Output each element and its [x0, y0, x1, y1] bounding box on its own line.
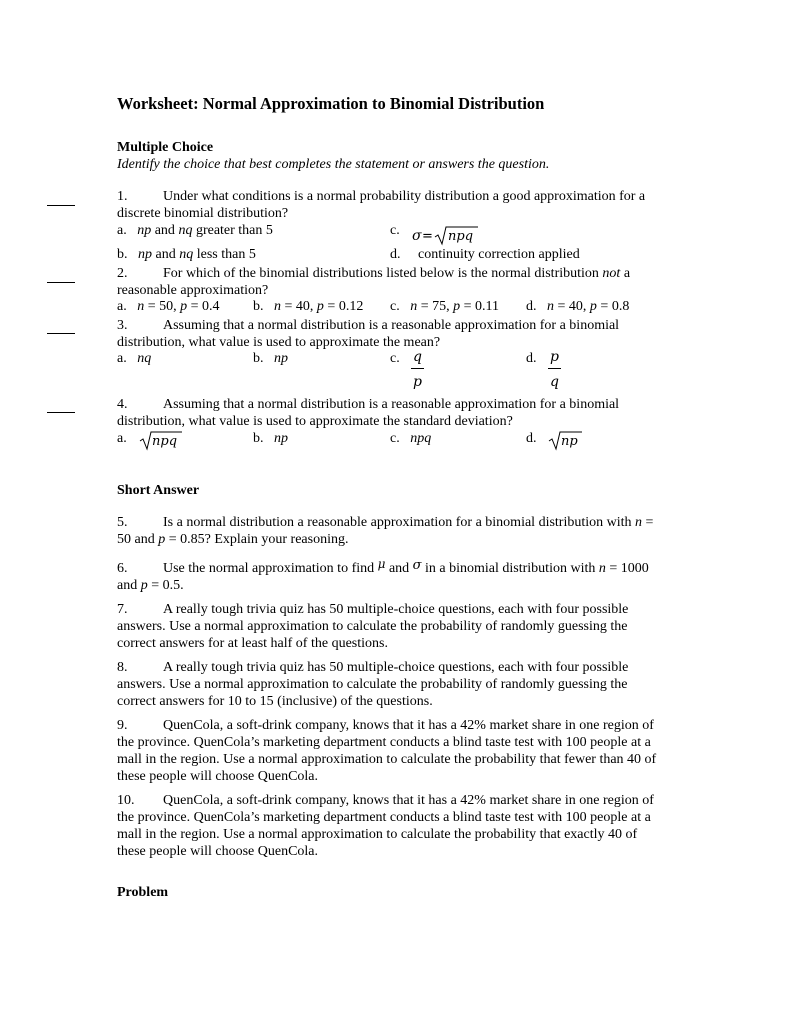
question-text: QuenCola, a soft-drink company, knows that it has a 42% market share in one region of the province. QuenCola’s marketing department conducts a blind taste test with 100 people at a mall in the region. Use a normal approximation to calculate the probability that fewer than 40 of these people will choose QuenCola. — [117, 718, 657, 784]
option-letter: d. — [526, 299, 537, 314]
svg-text:npq: npq — [152, 434, 178, 449]
question-9 — [117, 717, 662, 785]
option-letter: b. — [253, 351, 264, 366]
option-var: nq — [178, 223, 193, 238]
sa-heading: Short Answer — [117, 483, 200, 498]
option-value: 0.8 — [611, 299, 630, 314]
svg-text:np: np — [561, 434, 578, 449]
option-var: p — [453, 299, 461, 314]
question-text: in a binomial distribution with — [421, 561, 599, 576]
question-number: 8. — [117, 660, 128, 675]
mc-heading: Multiple Choice — [117, 140, 214, 155]
question-number: 6. — [117, 561, 128, 576]
answer-blank-q1[interactable] — [47, 205, 75, 206]
question-text: Use the normal approximation to find — [163, 561, 378, 576]
question-number: 2. — [117, 266, 128, 281]
question-number: 10. — [117, 793, 135, 808]
option-letter: d. — [526, 431, 537, 446]
q1-option-b — [117, 246, 256, 263]
question-text: Assuming that a normal distribution is a reasonable approximation for a binomial distribution, what value is used to approximate the standard deviation? — [117, 397, 620, 429]
q3-option-c — [390, 350, 400, 367]
q4-option-b — [253, 430, 288, 447]
question-4 — [117, 396, 662, 430]
question-number: 3. — [117, 318, 128, 333]
answer-blank-q3[interactable] — [47, 333, 75, 334]
option-letter: c. — [390, 351, 400, 366]
option-letter: a. — [117, 431, 127, 446]
option-text: less than 5 — [193, 247, 256, 262]
svg-text:npq: npq — [448, 229, 474, 244]
fraction-denominator: p — [413, 374, 422, 390]
option-value: 75 — [432, 299, 447, 314]
question-var: n — [598, 561, 606, 576]
sqrt-np-formula — [548, 429, 584, 451]
question-text: Under what conditions is a normal probability distribution a good approximation for a discrete binomial distribution? — [117, 189, 646, 221]
option-var: p — [180, 299, 188, 314]
option-var: np — [138, 247, 152, 262]
q4-option-c — [390, 430, 431, 447]
question-10 — [117, 792, 662, 860]
question-emphasis: not — [602, 266, 621, 281]
question-text: = 0.85? Explain your reasoning. — [165, 532, 349, 547]
option-value: 0.12 — [338, 299, 364, 314]
question-text: Assuming that a normal distribution is a reasonable approximation for a binomial distribution, what value is used to approximate the mean? — [117, 318, 620, 350]
option-letter: c. — [390, 431, 400, 446]
worksheet-title: Worksheet: Normal Approximation to Binomial Distribution — [117, 94, 545, 113]
q2-option-b: b. n = 40, p = 0.12 — [253, 299, 364, 314]
option-var: p — [589, 299, 597, 314]
question-text: For which of the binomial distributions listed below is the normal distribution — [163, 266, 603, 281]
question-text: Is a normal distribution a reasonable approximation for a binomial distribution with — [163, 515, 636, 530]
question-5 — [117, 514, 662, 548]
option-value: 40 — [295, 299, 310, 314]
option-text: np — [274, 431, 288, 446]
option-var: n — [274, 299, 281, 314]
svg-text:=: = — [422, 229, 433, 244]
question-3 — [117, 317, 662, 351]
question-number: 5. — [117, 515, 128, 530]
answer-blank-q2[interactable] — [47, 282, 75, 283]
question-number: 1. — [117, 189, 128, 204]
question-text: A really tough trivia quiz has 50 multiple-choice questions, each with four possible answers. Use a normal approximation to calculate the probability of randomly guessing the correct answers for 10 to 15 (inclusive) of the questions. — [117, 660, 629, 709]
question-var: p — [140, 578, 148, 593]
q4-option-d — [526, 430, 537, 447]
q1-option-c — [390, 222, 400, 239]
question-var: n — [635, 515, 643, 530]
option-var: p — [316, 299, 324, 314]
q1-option-d — [390, 246, 580, 263]
fraction-numerator: q — [411, 349, 424, 369]
question-2 — [117, 265, 662, 299]
q2-option-c: c. n = 75, p = 0.11 — [390, 299, 500, 314]
question-text: and — [385, 561, 413, 576]
fraction-denominator: q — [550, 374, 559, 390]
q3-fraction-q-over-p — [411, 349, 424, 391]
q3-fraction-p-over-q — [548, 349, 561, 391]
question-8 — [117, 659, 662, 710]
option-text: continuity correction applied — [418, 247, 580, 262]
option-var: n — [547, 299, 554, 314]
question-text: a reasonable approximation? — [117, 266, 631, 298]
option-letter: b. — [253, 299, 264, 314]
question-number: 4. — [117, 397, 128, 412]
question-text: QuenCola, a soft-drink company, knows that it has a 42% market share in one region of the province. QuenCola’s marketing department conducts a blind taste test with 100 people at a mall in the region. Use a normal approximation to calculate the probability that exactly 40 of these people will choose QuenCola. — [117, 793, 654, 859]
answer-blank-q4[interactable] — [47, 412, 75, 413]
question-7 — [117, 601, 662, 652]
option-letter: c. — [390, 223, 400, 238]
question-text: A really tough trivia quiz has 50 multiple-choice questions, each with four possible answers. Use a normal approximation to calculate the probability of randomly guessing the correct answers for at least half of the questions. — [117, 602, 629, 651]
option-text: and — [152, 247, 180, 262]
option-value: 40 — [568, 299, 583, 314]
sigma-symbol: σ — [412, 558, 422, 573]
question-6 — [117, 557, 662, 594]
fraction-numerator: p — [548, 349, 561, 369]
option-value: 0.4 — [202, 299, 220, 314]
question-var: p — [158, 532, 166, 547]
option-value: 0.11 — [475, 299, 500, 314]
problem-heading: Problem — [117, 885, 169, 900]
option-text: greater than 5 — [192, 223, 273, 238]
option-letter: d. — [390, 247, 401, 262]
question-1 — [117, 188, 662, 222]
option-var: nq — [179, 247, 194, 262]
q3-option-a — [117, 350, 151, 367]
option-letter: b. — [253, 431, 264, 446]
mu-symbol: μ — [377, 557, 386, 571]
question-text: = 1000 and — [117, 561, 649, 593]
option-letter: a. — [117, 299, 127, 314]
option-letter: c. — [390, 299, 400, 314]
option-letter: b. — [117, 247, 128, 262]
option-text: nq — [137, 351, 152, 366]
q3-option-d — [526, 350, 537, 367]
option-letter: a. — [117, 351, 127, 366]
sigma-equals-sqrt-npq-formula — [411, 224, 479, 246]
question-number: 7. — [117, 602, 128, 617]
mc-instructions: Identify the choice that best completes the statement or answers the question. — [117, 157, 550, 172]
option-text: and — [151, 223, 179, 238]
q1-option-a — [117, 222, 273, 239]
option-letter: d. — [526, 351, 537, 366]
question-text: = 50 and — [117, 515, 654, 547]
option-var: np — [137, 223, 152, 238]
q3-option-b — [253, 350, 288, 367]
question-number: 9. — [117, 718, 128, 733]
option-letter: a. — [117, 223, 127, 238]
option-text: npq — [410, 431, 432, 446]
sqrt-npq-formula — [139, 429, 183, 451]
option-var: n — [410, 299, 418, 314]
q2-option-a: a. n = 50, p = 0.4 — [117, 299, 220, 314]
option-text: np — [274, 351, 288, 366]
option-value: 50 — [159, 299, 174, 314]
option-var: n — [137, 299, 145, 314]
q4-option-a — [117, 430, 127, 447]
svg-text:σ: σ — [412, 228, 422, 244]
question-text: = 0.5. — [147, 578, 184, 593]
q2-option-d: d. n = 40, p = 0.8 — [526, 299, 630, 314]
